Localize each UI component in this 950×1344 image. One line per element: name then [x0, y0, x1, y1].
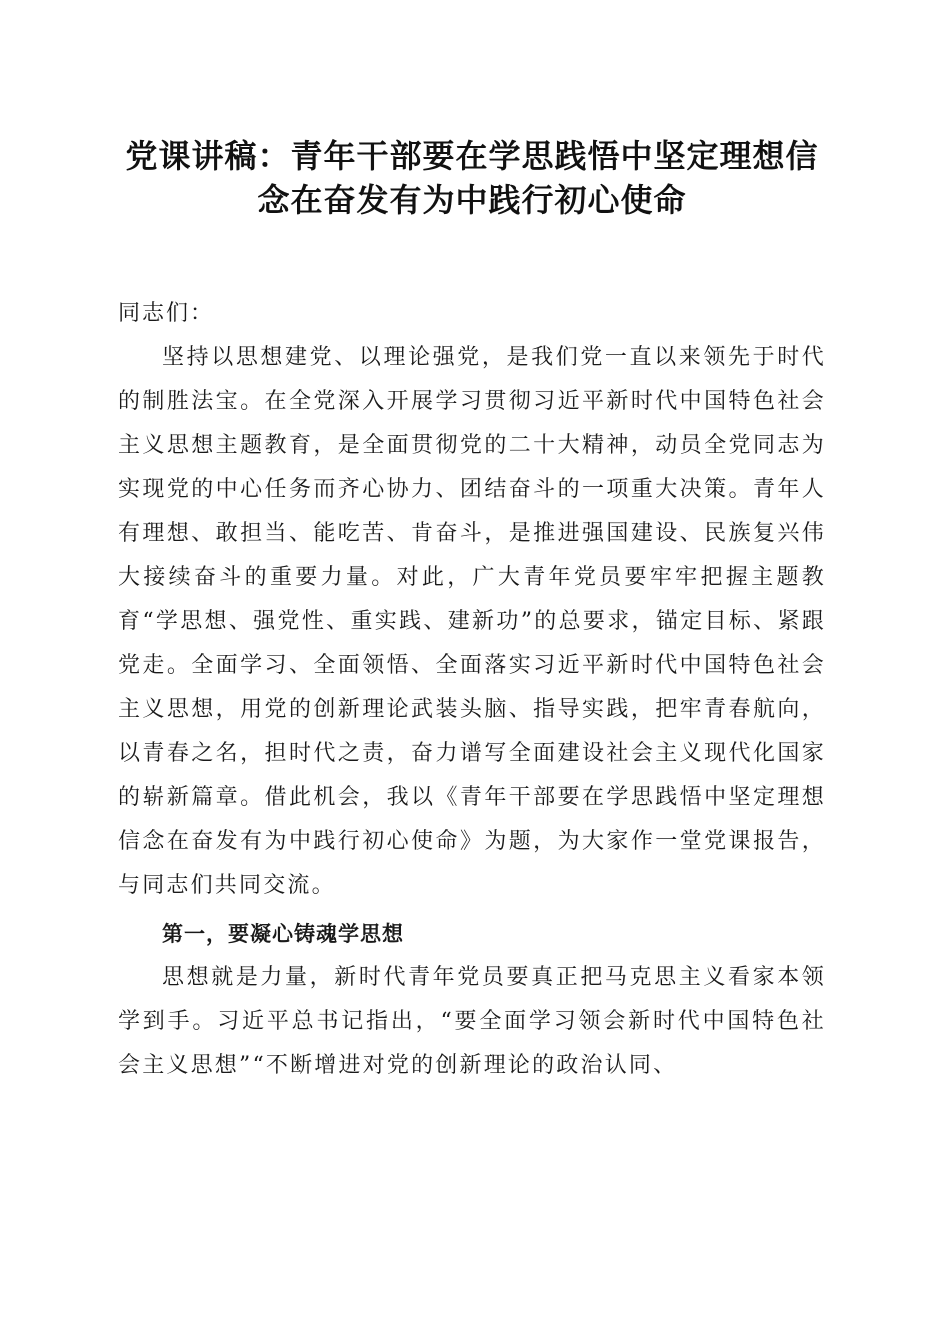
section-heading: 第一，要凝心铸魂学思想: [162, 921, 404, 946]
document-title: 党课讲稿：青年干部要在学思践悟中坚定理想信念在奋发有为中践行初心使命: [125, 137, 819, 219]
section-paragraph: 思想就是力量，新时代青年党员要真正把马克思主义看家本领学到手。习近平总书记指出，“要全面学习领会新时代中国特色社会主义思想”“不断增进对党的创新理论的政治认同、: [118, 965, 826, 1078]
salutation: 同志们：: [118, 301, 215, 326]
document-page: [118, 134, 826, 1088]
intro-paragraph: 坚持以思想建党、以理论强党，是我们党一直以来领先于时代的制胜法宝。在全党深入开展学习贯彻习近平新时代中国特色社会主义思想主题教育，是全面贯彻党的二十大精神，动员全党同志为实现党的中心任务而齐心协力、团结奋斗的一项重大决策。青年人有理想、敢担当、能吃苦、肯奋斗，是推进强国建设、民族复兴伟大接续奋斗的重要力量。对此，广大青年党员要牢牢把握主题教育“学思想、强党性、重实践、建新功”的总要求，锚定目标、紧跟党走。全面学习、全面领悟、全面落实习近平新时代中国特色社会主义思想，用党的创新理论武装头脑、指导实践，把牢青春航向，以青春之名，担时代之责，奋力谱写全面建设社会主义现代化国家的崭新篇章。借此机会，我以《青年干部要在学思践悟中坚定理想信念在奋发有为中践行初心使命》为题，为大家作一堂党课报告，与同志们共同交流。: [118, 345, 826, 898]
